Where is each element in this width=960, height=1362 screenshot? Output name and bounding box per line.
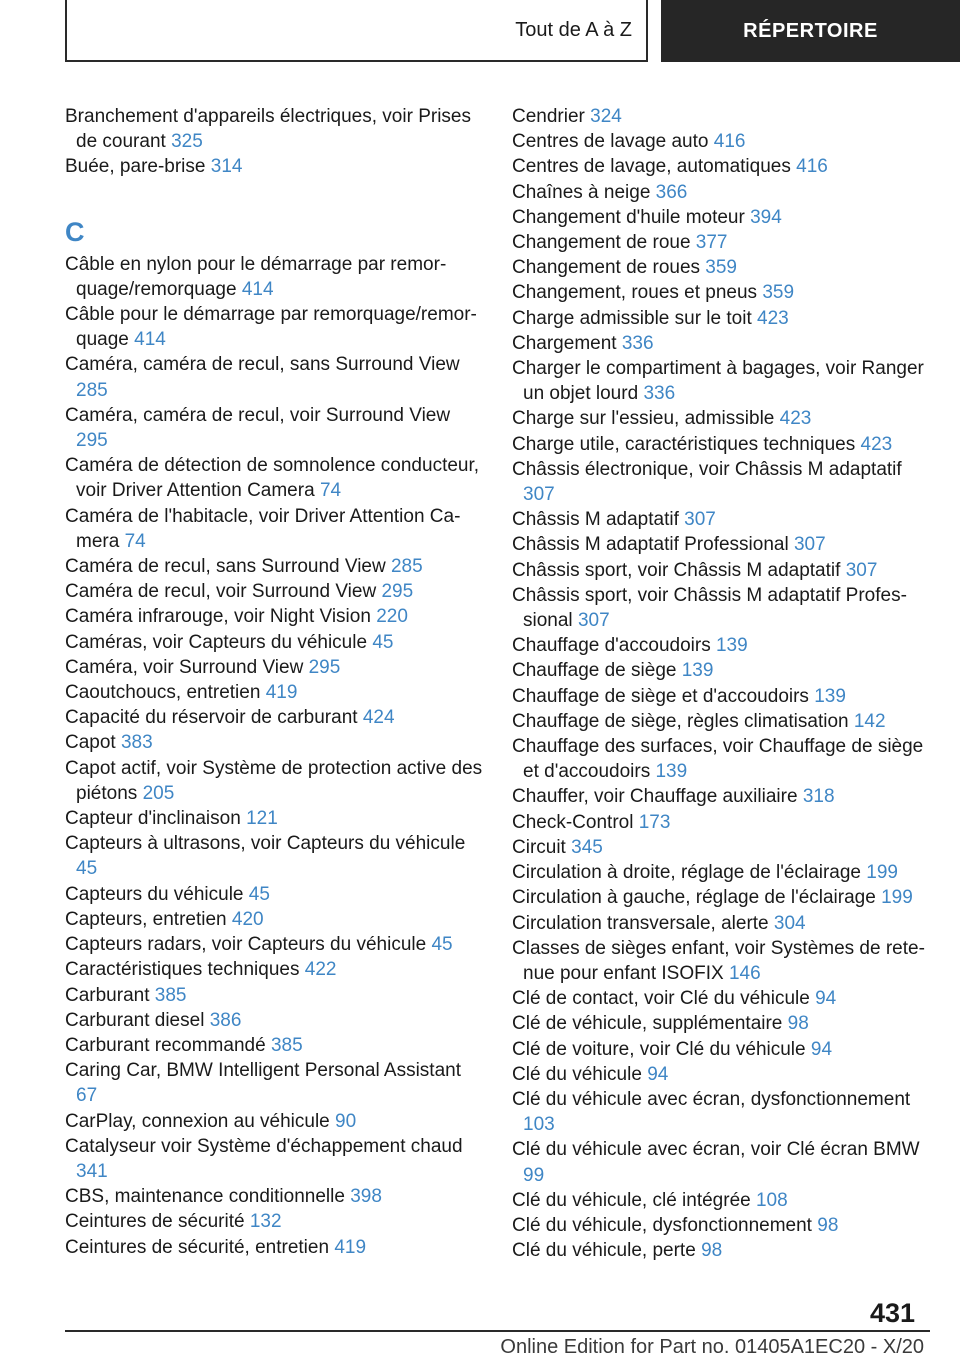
index-entry-text: Châssis sport, voir Châssis M adaptatif Professional (512, 584, 907, 632)
index-entry-text: Châssis M adaptatif Professional (512, 534, 789, 556)
index-entry (65, 655, 485, 680)
index-entry (65, 1209, 485, 1234)
index-page-link[interactable]: 98 (701, 1240, 723, 1262)
index-entry (65, 630, 485, 655)
index-entry-text: Circulation à droite, réglage de l'éclairage (512, 862, 861, 884)
index-page-link[interactable]: 74 (124, 530, 146, 552)
index-entry (65, 104, 485, 154)
index-entry-text: Capteurs, entretien (65, 908, 227, 930)
index-entry-text: Clé du véhicule, perte (512, 1240, 696, 1262)
index-page-link[interactable]: 414 (241, 278, 274, 300)
index-column-left (65, 104, 485, 1260)
page-number: 431 (870, 1298, 916, 1328)
index-page-link[interactable]: 139 (655, 761, 688, 783)
index-entry-text: Caoutchoucs, entretien (65, 682, 261, 704)
index-entry (512, 583, 932, 633)
index-entry (65, 302, 485, 352)
index-entry (65, 831, 485, 881)
index-page-link[interactable]: 307 (845, 559, 878, 581)
index-entry-text: Clé de véhicule, supplémentaire (512, 1013, 783, 1035)
index-entry-text: Clé de voiture, voir Clé du véhicule (512, 1038, 806, 1060)
index-page-link[interactable]: 359 (762, 282, 795, 304)
index-page-link[interactable]: 295 (76, 430, 108, 452)
index-page-link[interactable]: 423 (860, 433, 893, 455)
header-section-tab[interactable] (65, 0, 648, 62)
index-page-link[interactable]: 336 (621, 332, 654, 354)
index-page-link[interactable]: 45 (76, 858, 98, 880)
index-entry (65, 453, 485, 503)
index-page-link[interactable]: 385 (154, 984, 187, 1006)
index-page-link[interactable]: 394 (750, 206, 782, 228)
index-entry (512, 885, 932, 910)
index-page-link[interactable]: 423 (779, 408, 812, 430)
index-entry (65, 730, 485, 755)
index-entry (512, 1087, 932, 1137)
index-entry-text: Caméra de détection de somnolence conducteur, voir Driver Attention Camera (65, 455, 480, 502)
index-page-link[interactable]: 94 (647, 1063, 669, 1085)
index-entry-text: Clé de contact, voir Clé du véhicule (512, 988, 810, 1010)
index-entry-text: Clé du véhicule (512, 1063, 642, 1085)
index-entry (65, 352, 485, 402)
index-page-link[interactable]: 220 (376, 606, 408, 628)
index-entry (65, 554, 485, 579)
index-entry-text: Chauffer, voir Chauffage auxiliaire (512, 786, 798, 808)
index-entry (512, 532, 932, 557)
index-entry-text: Buée, pare-brise (65, 156, 206, 178)
index-entry-text: Chauffage de siège et d'accoudoirs (512, 685, 809, 707)
index-entry (65, 1134, 485, 1184)
index-entry (65, 252, 485, 302)
index-page-link[interactable]: 307 (684, 509, 716, 531)
index-entry-text: Ceintures de sécurité, entretien (65, 1236, 330, 1258)
index-entry-text: Chargement (512, 332, 617, 354)
index-entry-text: Caméra, voir Surround View (65, 656, 304, 678)
index-entry (65, 806, 485, 831)
index-entry (65, 1235, 485, 1260)
index-entry (512, 633, 932, 658)
index-entry-text: Circuit (512, 836, 566, 858)
index-entry-text: Châssis sport, voir Châssis M adaptatif (512, 559, 841, 581)
index-entry (512, 709, 932, 734)
index-entry (65, 957, 485, 982)
index-entry (512, 860, 932, 885)
index-letter-heading: C (65, 216, 85, 247)
index-page-link[interactable]: 318 (802, 786, 835, 808)
index-entry-text: Chauffage d'accoudoirs (512, 635, 711, 657)
index-entry (512, 1188, 932, 1213)
index-entry-text: Changement de roues (512, 257, 701, 279)
index-page-link[interactable]: 366 (655, 181, 688, 203)
index-page-link[interactable]: 94 (810, 1038, 833, 1060)
index-column-right (512, 104, 932, 1263)
index-entry (512, 154, 932, 179)
index-entry (512, 230, 932, 255)
index-entry (512, 558, 932, 583)
index-entry (512, 507, 932, 532)
index-page-link[interactable]: 45 (372, 631, 394, 653)
index-page-link[interactable]: 132 (249, 1211, 282, 1233)
index-entry (512, 810, 932, 835)
header-chapter-label: RÉPERTOIRE (743, 19, 878, 42)
index-entry (512, 306, 932, 331)
index-entry (512, 1137, 932, 1187)
index-page-link[interactable]: 45 (431, 934, 453, 956)
index-page-link[interactable]: 422 (304, 959, 337, 981)
index-entry-text: Clé du véhicule avec écran, dysfonctionnement (512, 1088, 911, 1110)
index-entry (512, 684, 932, 709)
index-page-link[interactable]: 67 (76, 1085, 98, 1107)
index-entry-text: Caméra de l'habitacle, voir Driver Attention Camera (65, 505, 461, 552)
index-page-link[interactable]: 385 (270, 1034, 303, 1056)
index-page-link[interactable]: 45 (248, 883, 270, 905)
index-page-link[interactable]: 416 (796, 156, 828, 178)
index-entry-text: Clé du véhicule avec écran, voir Clé écran BMW (512, 1139, 920, 1161)
index-entry (512, 432, 932, 457)
index-entry (512, 1238, 932, 1263)
index-page-link[interactable]: 103 (523, 1114, 555, 1136)
index-entry-text: Caractéristiques techniques (65, 959, 300, 981)
index-entry-text: Clé du véhicule, clé intégrée (512, 1189, 751, 1211)
index-entry-text: Chauffage de siège, règles climatisation (512, 710, 849, 732)
index-entry-text: Check-Control (512, 811, 634, 833)
index-entry-text: Centres de lavage, automatiques (512, 156, 791, 178)
index-entry-text: Charge utile, caractéristiques techniques (512, 433, 856, 455)
index-entry-text: Carburant (65, 984, 150, 1006)
index-entry-text: Capot (65, 732, 116, 754)
index-entry-text: Capteurs du véhicule (65, 883, 244, 905)
index-entry-text: Chaînes à neige (512, 181, 651, 203)
index-entry-text: Câble en nylon pour le démarrage par remorquage/remorquage (65, 253, 447, 300)
index-entry (512, 255, 932, 280)
index-entry-text: CBS, maintenance conditionnelle (65, 1186, 345, 1208)
index-page-link[interactable]: 146 (728, 962, 761, 984)
index-entry (512, 658, 932, 683)
header-section-label: Tout de A à Z (515, 18, 632, 41)
index-entry (512, 205, 932, 230)
index-page-link[interactable]: 173 (638, 811, 671, 833)
index-entry-text: Châssis M adaptatif (512, 509, 679, 531)
index-entry-text: Caméra de recul, sans Surround View (65, 556, 386, 578)
index-page-link[interactable]: 285 (390, 556, 423, 578)
index-entry-text: Catalyseur voir Système d'échappement chaud (65, 1135, 463, 1157)
index-page-link[interactable]: 419 (265, 682, 298, 704)
index-entry (512, 356, 932, 406)
index-entry (65, 756, 485, 806)
index-entry-text: Capteur d'inclinaison (65, 808, 241, 830)
index-entry (65, 680, 485, 705)
index-page-link[interactable]: 325 (171, 131, 203, 153)
index-entry (512, 129, 932, 154)
index-page-link[interactable]: 424 (362, 707, 395, 729)
index-page-link[interactable]: 121 (246, 808, 278, 830)
index-entry (65, 705, 485, 730)
index-entry (65, 504, 485, 554)
index-page-link[interactable]: 98 (787, 1013, 809, 1035)
index-page-link[interactable]: 74 (319, 480, 342, 502)
index-entry-text: Branchement d'appareils électriques, voir Prises de courant (65, 106, 471, 153)
index-entry (512, 1037, 932, 1062)
index-page-link[interactable]: 383 (120, 732, 153, 754)
index-entry-text: CarPlay, connexion au véhicule (65, 1110, 330, 1132)
index-entry (65, 1033, 485, 1058)
index-entry (512, 457, 932, 507)
index-entry (65, 1184, 485, 1209)
index-page-link[interactable]: 108 (755, 1189, 788, 1211)
footer-edition: Online Edition for Part no. 01405A1EC20 - X/20 (500, 1336, 924, 1358)
index-entry (65, 1008, 485, 1033)
index-page-link[interactable]: 345 (571, 836, 603, 858)
index-page-link[interactable]: 295 (308, 656, 341, 678)
index-page-link[interactable]: 419 (334, 1236, 367, 1258)
index-entry-text: Caméra de recul, voir Surround View (65, 581, 377, 603)
index-page-link[interactable]: 324 (590, 106, 622, 127)
index-entry (65, 403, 485, 453)
index-entry-text: Cendrier (512, 106, 585, 127)
index-entry (512, 784, 932, 809)
index-entry (512, 936, 932, 986)
index-entry (512, 1011, 932, 1036)
index-entry-text: Circulation transversale, alerte (512, 912, 769, 934)
index-entry (65, 1058, 485, 1108)
index-entry-text: Centres de lavage auto (512, 131, 709, 153)
index-entry (512, 180, 932, 205)
index-entry-text: Clé du véhicule, dysfonctionnement (512, 1214, 812, 1236)
index-entry-text: Charge sur l'essieu, admissible (512, 408, 775, 430)
index-entry (512, 406, 932, 431)
index-entry-text: Châssis électronique, voir Châssis M adaptatif (512, 458, 902, 480)
index-entry (65, 907, 485, 932)
header-chapter-tab[interactable] (661, 0, 960, 62)
index-entry (65, 882, 485, 907)
index-entry-text: Caméra, caméra de recul, sans Surround View (65, 354, 460, 376)
index-entry (512, 1213, 932, 1238)
index-page-link[interactable]: 99 (523, 1164, 545, 1186)
index-page-link[interactable]: 423 (757, 307, 789, 329)
index-page-link[interactable]: 142 (853, 710, 886, 732)
index-entry (512, 835, 932, 860)
index-entry (65, 1109, 485, 1134)
index-entry-text: Circulation à gauche, réglage de l'éclairage (512, 887, 876, 909)
index-entry-text: Changement d'huile moteur (512, 206, 745, 228)
index-entry-text: Capteurs radars, voir Capteurs du véhicule (65, 934, 427, 956)
index-entry-text: Caring Car, BMW Intelligent Personal Assistant (65, 1060, 462, 1082)
index-page-link[interactable]: 199 (866, 862, 898, 884)
index-page-link[interactable]: 94 (815, 988, 837, 1010)
index-page-link[interactable]: 139 (715, 635, 748, 657)
index-page-link[interactable]: 416 (713, 131, 746, 153)
index-entry-text: Capacité du réservoir de carburant (65, 707, 358, 729)
index-entry-text: Changement, roues et pneus (512, 282, 758, 304)
index-entry-text: Chauffage des surfaces, voir Chauffage de siège et d'accoudoirs (512, 736, 924, 783)
index-entry (65, 604, 485, 629)
index-page-link[interactable]: 90 (335, 1110, 357, 1132)
index-page-link[interactable]: 295 (381, 581, 414, 603)
index-entry-text: Caméras, voir Capteurs du véhicule (65, 631, 368, 653)
index-entry-text: Carburant recommandé (65, 1034, 266, 1056)
index-entry-text: Caméra, caméra de recul, voir Surround View (65, 404, 451, 426)
index-page-link[interactable]: 336 (643, 383, 676, 405)
index-page-link[interactable]: 205 (142, 782, 175, 804)
index-entry-text: Caméra infrarouge, voir Night Vision (65, 606, 371, 628)
index-page-link[interactable]: 398 (350, 1186, 382, 1208)
index-entry-text: Ceintures de sécurité (65, 1211, 245, 1233)
index-entry-text: Charge admissible sur le toit (512, 307, 752, 329)
index-page-link[interactable]: 414 (134, 329, 166, 351)
index-page-link[interactable]: 139 (814, 685, 846, 707)
index-page-link[interactable]: 285 (76, 379, 108, 401)
index-page-link[interactable]: 139 (681, 660, 714, 682)
index-entry (512, 986, 932, 1011)
index-page-link[interactable]: 420 (231, 908, 264, 930)
index-entry-text: Chauffage de siège (512, 660, 677, 682)
index-page-link[interactable]: 377 (695, 232, 728, 254)
index-entry-text: Carburant diesel (65, 1009, 205, 1031)
index-page-link[interactable]: 307 (577, 610, 610, 632)
index-entry-text: Charger le compartiment à bagages, voir Ranger un objet lourd (512, 358, 924, 405)
index-page-link[interactable]: 307 (793, 534, 826, 556)
index-entry-text: Changement de roue (512, 232, 691, 254)
index-entry (65, 154, 485, 179)
footer-divider (65, 1330, 930, 1332)
index-entry (512, 331, 932, 356)
index-page-link[interactable]: 199 (881, 887, 913, 909)
index-entry (512, 734, 932, 784)
index-entry-text: Classes de sièges enfant, voir Systèmes de retenue pour enfant ISOFIX (512, 937, 925, 984)
index-entry-text: Câble pour le démarrage par remorquage/remorquage (65, 304, 477, 351)
index-page-link[interactable]: 386 (209, 1009, 242, 1031)
index-entry-text: Capteurs à ultrasons, voir Capteurs du véhicule (65, 833, 466, 855)
index-page-link[interactable]: 314 (210, 156, 243, 178)
index-entry (65, 579, 485, 604)
index-entry (512, 104, 932, 129)
index-entry (512, 911, 932, 936)
index-page-link[interactable]: 359 (705, 257, 737, 279)
index-page-link[interactable]: 98 (817, 1214, 839, 1236)
index-entry (512, 280, 932, 305)
index-entry-text: Capot actif, voir Système de protection active des piétons (65, 757, 483, 804)
index-entry (65, 983, 485, 1008)
index-entry (65, 932, 485, 957)
index-entry (512, 1062, 932, 1087)
index-page-link[interactable]: 341 (76, 1160, 108, 1182)
index-page-link[interactable]: 307 (523, 484, 555, 506)
index-page-link[interactable]: 304 (773, 912, 806, 934)
